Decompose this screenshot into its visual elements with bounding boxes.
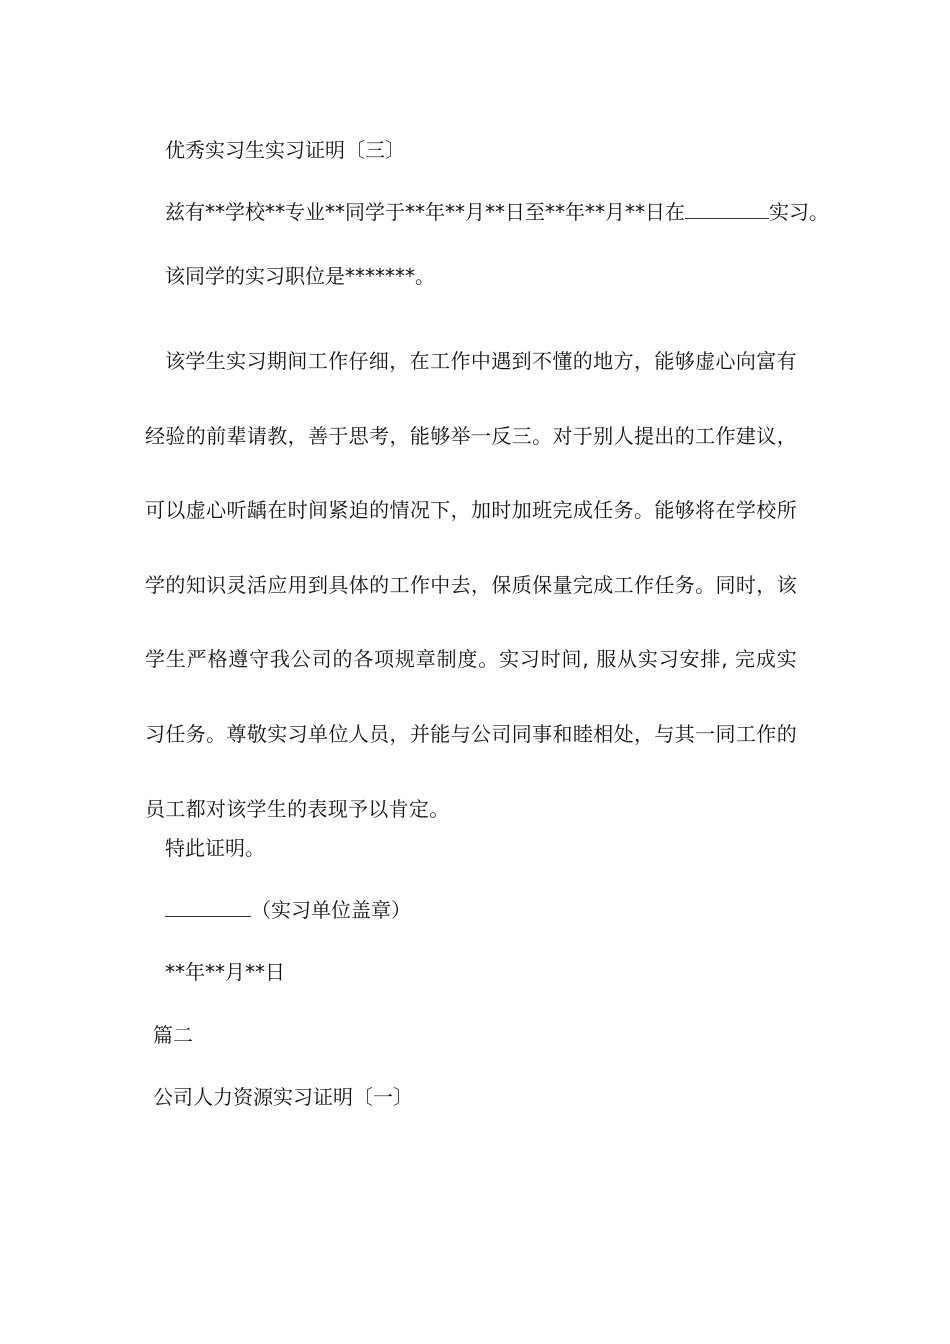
seal-blank (165, 898, 251, 917)
evaluation-paragraph: 该学生实习期间工作仔细，在工作中遇到不懂的地方，能够虚心向富有经验的前辈请教，善于思考，能够举一反三。对于别人提出的工作建议，可以虚心听龋在时间紧迫的情况下，加时加班完成任务。能够将在学校所学的知识灵活应用到具体的工作中去，保质保量完成工作任务。同时，该学生严格遵守我公司的各项规章制度。实习时间, 服从实习安排, 完成实习任务。尊敬实习单位人员，并能与公司同事和睦相处，与其一同工作的员工都对该学生的表现予以肯定。 (145, 349, 797, 821)
closing-line: 特此证明。 (165, 836, 265, 860)
intro-prefix: 兹有**学校**专业**同学于**年**月**日至**年**月**日在 (165, 200, 685, 224)
part-heading: 篇二 (153, 1023, 193, 1047)
intro-line (165, 198, 829, 226)
seal-label: （实习单位盖章） (251, 898, 411, 922)
certificate-title: 优秀实习生实习证明〔三〕 (165, 138, 405, 162)
company-name-blank (685, 200, 769, 219)
certificate-date: **年**月**日 (165, 960, 285, 984)
seal-line (165, 896, 411, 924)
position-line: 该同学的实习职位是*******。 (165, 264, 435, 288)
intro-suffix: 实习。 (769, 200, 829, 224)
part-title: 公司人力资源实习证明〔一〕 (153, 1085, 413, 1109)
